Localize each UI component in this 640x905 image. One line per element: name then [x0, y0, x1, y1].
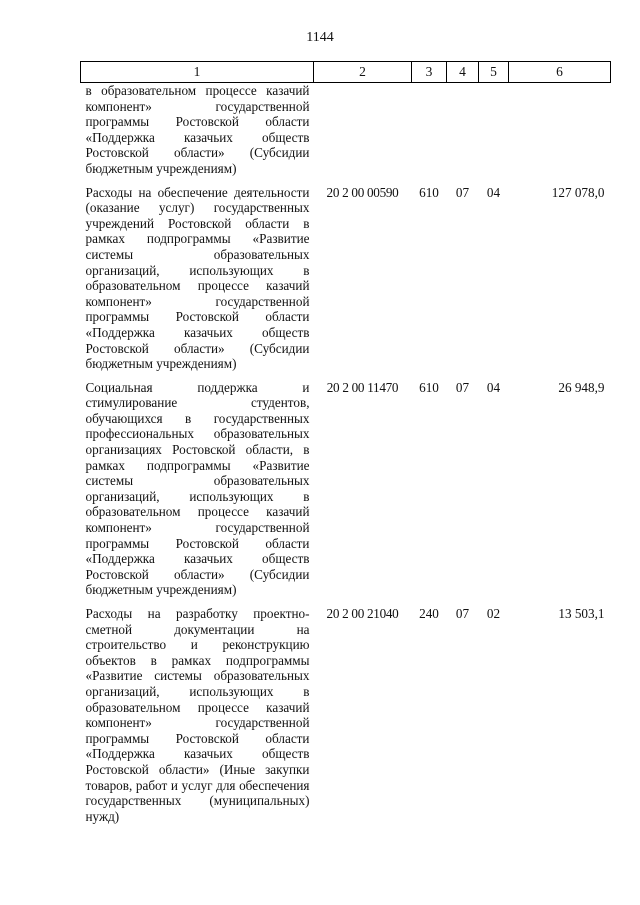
- row-description: Социальная поддержка и стимулирование студентов, обучающихся в государственных профессиональных образовательных организациях Ростовской области, в рамках подпрограммы «Развитие системы образовательных организаций, использующих в образовательном процессе казачий компонент» государственной программы Ростовской области «Поддержка казачьих обществ Ростовской области» (Субсидии бюджетным учреждениям): [85, 379, 310, 598]
- row-amount: 26 948,9: [558, 379, 605, 395]
- page-number: 1144: [306, 30, 334, 45]
- row-target-code: 20 2 00 11470: [326, 379, 399, 395]
- header-col-3: 3: [412, 62, 447, 83]
- table-header: [81, 62, 611, 83]
- row-section: 07: [455, 606, 470, 621]
- row-subsection: 04: [486, 379, 501, 395]
- row-description: Расходы на обеспечение деятельности (оказание услуг) государственных учреждений Ростовской области в рамках подпрограммы «Развитие системы образовательных организаций, использующих в образовательном процессе казачий компонент» государственной программы Ростовской области «Поддержка казачьих обществ Ростовской области» (Субсидии бюджетным учреждениям): [85, 184, 310, 372]
- header-col-1: 1: [81, 62, 314, 83]
- row-amount: 13 503,1: [558, 606, 605, 621]
- row-subsection: 04: [486, 184, 501, 200]
- row-expense-type: 610: [419, 379, 439, 395]
- row-expense-type: 240: [419, 606, 439, 621]
- row-target-code: 20 2 00 21040: [326, 606, 399, 621]
- row-expense-type: 610: [419, 184, 439, 200]
- row-description: Расходы на разработку проектно-сметной документации на строительство и реконструкцию объектов в рамках подпрограммы «Развитие системы образовательных организаций, использующих в образовательном процессе казачий компонент» государственной программы Ростовской области «Поддержка казачьих обществ Ростовской области» (Иные закупки товаров, работ и услуг для обеспечения государственных (муниципальных) нужд): [85, 606, 310, 824]
- row-target-code: 20 2 00 00590: [326, 184, 399, 200]
- header-col-6: 6: [509, 62, 611, 83]
- table-body: [81, 83, 611, 829]
- row-subsection: 02: [486, 606, 501, 621]
- header-col-5: 5: [479, 62, 509, 83]
- header-col-4: 4: [447, 62, 479, 83]
- table-row-continuation: [81, 83, 611, 181]
- table-row: [81, 602, 611, 828]
- header-col-2: 2: [314, 62, 412, 83]
- row-section: 07: [455, 184, 470, 200]
- table-row: [81, 376, 611, 602]
- budget-table: [80, 61, 611, 828]
- table-row: [81, 181, 611, 376]
- row-section: 07: [455, 379, 470, 395]
- row-amount: 127 078,0: [551, 184, 605, 200]
- row-description: в образовательном процессе казачий компонент» государственной программы Ростовской области «Поддержка казачьих обществ Ростовской области» (Субсидии бюджетным учреждениям): [85, 83, 310, 176]
